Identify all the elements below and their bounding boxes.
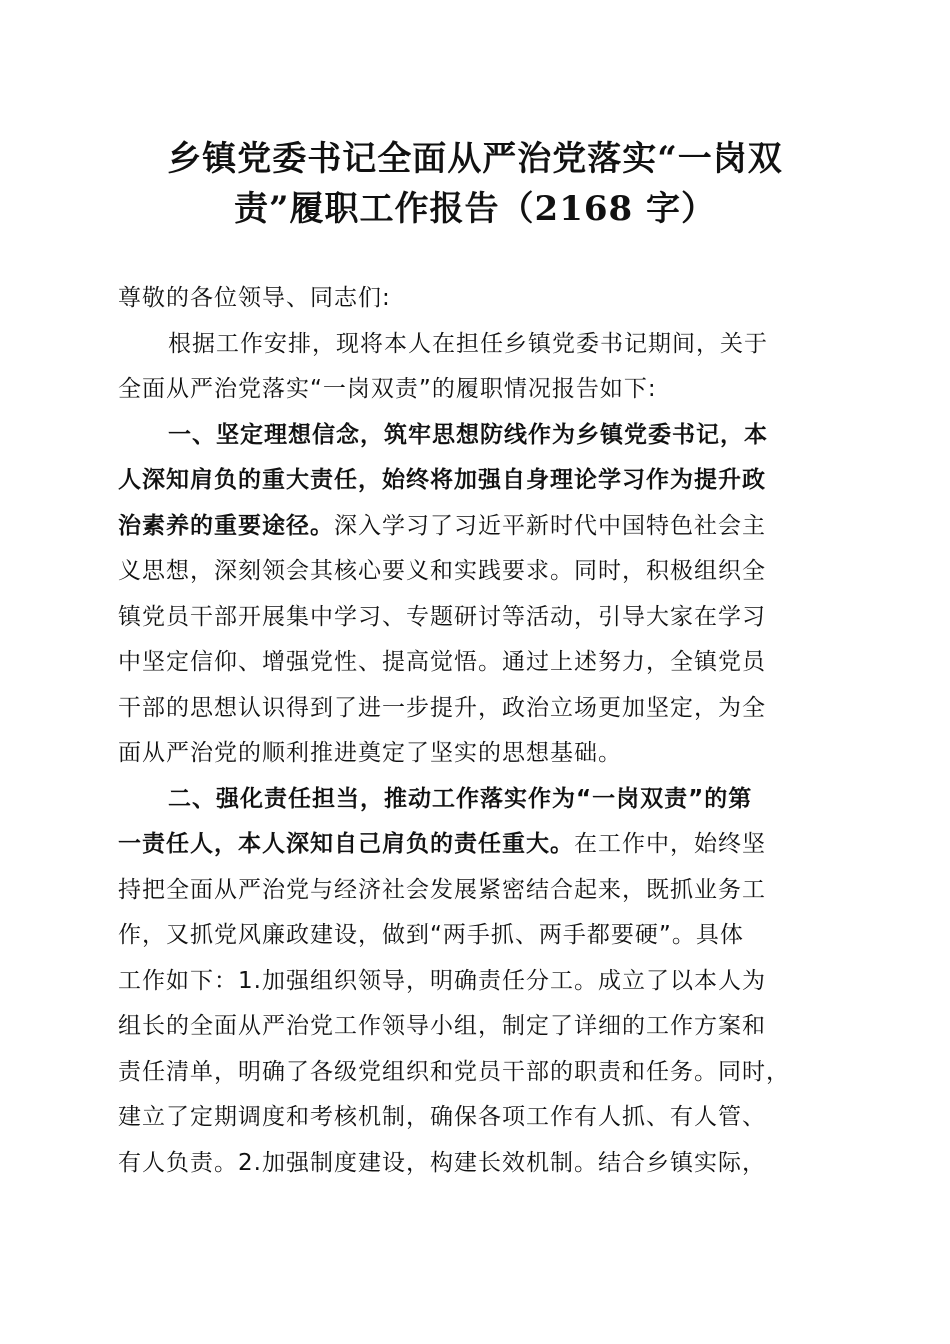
section1-line: 镇党员干部开展集中学习、专题研讨等活动，引导大家在学习 — [118, 603, 766, 630]
section2-line: 责任清单，明确了各级党组织和党员干部的职责和任务。同时， — [118, 1058, 790, 1085]
section1-line: 义思想，深刻领会其核心要义和实践要求。同时，积极组织全 — [118, 558, 766, 584]
section2-heading-end: 一责任人，本人深知自己肩负的责任重大。 — [118, 831, 574, 857]
intro-line: 根据工作安排，现将本人在担任乡镇党委书记期间，关于 — [168, 330, 768, 357]
title-line: 责”履职工作报告（2168 字） — [233, 189, 717, 229]
section2-line: 作，又抓党风廉政建设，做到“两手抓、两手都要硬”。具体 — [118, 922, 744, 948]
section2-line: 组长的全面从严治党工作领导小组，制定了详细的工作方案和 — [118, 1013, 766, 1039]
section1-heading-end: 治素养的重要途径。 — [118, 512, 334, 539]
section2-line: 工作如下：1.加强组织领导，明确责任分工。成立了以本人为 — [118, 967, 766, 994]
title-line: 乡镇党委书记全面从严治党落实“一岗双 — [167, 139, 783, 179]
section2-heading-line: 二、强化责任担当，推动工作落实作为“一岗双责”的第 — [168, 785, 753, 812]
section1-heading-line: 一、坚定理想信念，筑牢思想防线作为乡镇党委书记，本 — [168, 421, 768, 448]
section1-line: 干部的思想认识得到了进一步提升，政治立场更加坚定，为全 — [118, 694, 766, 721]
section2-mixed-line — [118, 822, 830, 868]
section2-line: 持把全面从严治党与经济社会发展紧密结合起来，既抓业务工 — [118, 876, 766, 903]
document-body — [118, 276, 830, 1186]
intro-line: 全面从严治党落实“一岗双责”的履职情况报告如下: — [118, 376, 657, 402]
section1-heading-line: 人深知肩负的重大责任，始终将加强自身理论学习作为提升政 — [118, 467, 766, 493]
section1-mixed-line — [118, 504, 830, 550]
section1-line: 中坚定信仰、增强党性、提高觉悟。通过上述努力，全镇党员 — [118, 649, 766, 675]
section1-text-start: 深入学习了习近平新时代中国特色社会主 — [334, 512, 766, 539]
section2-line: 有人负责。2.加强制度建设，构建长效机制。结合乡镇实际， — [118, 1149, 766, 1176]
section1-line: 面从严治党的顺利推进奠定了坚实的思想基础。 — [118, 740, 622, 766]
document-title — [120, 134, 830, 234]
salutation: 尊敬的各位领导、同志们: — [118, 285, 391, 311]
section2-text-start: 在工作中，始终坚 — [574, 831, 766, 857]
section2-line: 建立了定期调度和考核机制，确保各项工作有人抓、有人管、 — [118, 1104, 766, 1130]
